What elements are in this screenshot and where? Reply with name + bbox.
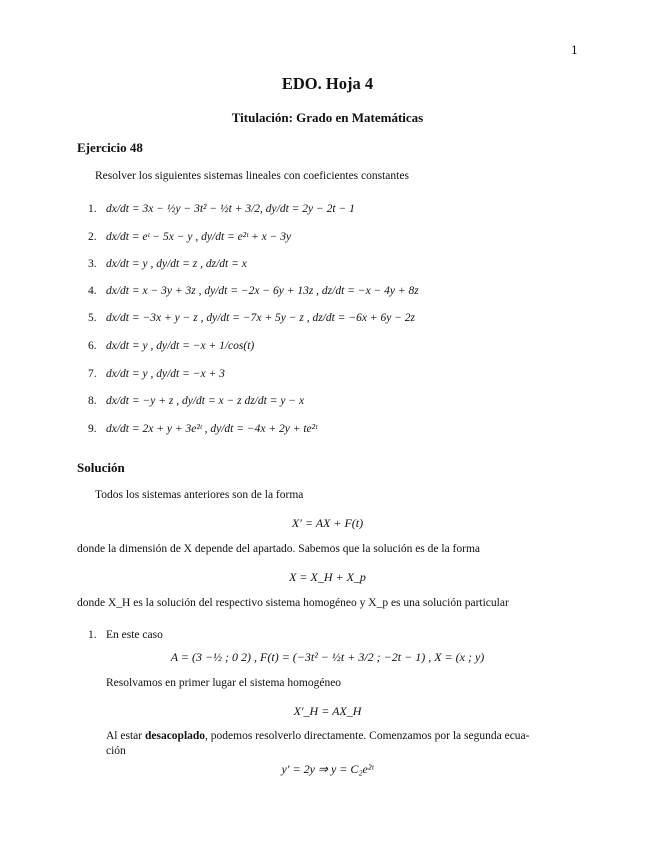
exercise-item bbox=[88, 285, 419, 297]
p5-bold: desacoplado bbox=[144, 730, 206, 742]
exercise-item-number: 3. bbox=[88, 258, 97, 270]
equation-second: y′ = 2y ⇒ y = C₂e²ᵗ bbox=[281, 762, 374, 776]
p5-post: , podemos resolverlo directamente. Comenzamos por la segunda ecua- bbox=[205, 730, 530, 742]
exercise-item-number: 4. bbox=[88, 285, 97, 297]
exercise-item-number: 7. bbox=[88, 368, 97, 380]
solution-paragraph-5-continued: ción bbox=[106, 745, 126, 757]
page-title: EDO. Hoja 4 bbox=[281, 74, 374, 93]
exercise-intro: Resolver los siguientes sistemas lineales con coeficientes constantes bbox=[95, 170, 409, 182]
solution-paragraph-2: donde la dimensión de X depende del apartado. Sabemos que la solución es de la forma bbox=[77, 543, 481, 555]
p5-pre: Al estar bbox=[106, 730, 145, 742]
exercise-item-equation: dx/dt = 2x + y + 3e²ᵗ , dy/dt = −4x + 2y + te²ᵗ bbox=[106, 423, 318, 435]
exercise-item-equation: dx/dt = y , dy/dt = −x + 3 bbox=[106, 368, 225, 380]
exercise-item-equation: dx/dt = x − 3y + 3z , dy/dt = −2x − 6y + 13z , dz/dt = −x − 4y + 8z bbox=[106, 285, 419, 297]
solution-paragraph-4: Resolvamos en primer lugar el sistema homogéneo bbox=[106, 677, 342, 689]
exercise-item bbox=[88, 312, 415, 324]
exercise-item-number: 5. bbox=[88, 312, 97, 324]
exercise-item-number: 1. bbox=[88, 203, 97, 215]
exercise-item-equation: dx/dt = −3x + y − z , dy/dt = −7x + 5y − z , dz/dt = −6x + 6y − 2z bbox=[106, 312, 416, 324]
case-1-number: 1. bbox=[88, 629, 97, 641]
exercise-item-equation: dx/dt = −y + z , dy/dt = x − z dz/dt = y − x bbox=[106, 395, 305, 407]
exercise-item bbox=[88, 203, 355, 215]
page-number: 1 bbox=[571, 44, 578, 57]
exercise-item bbox=[88, 258, 247, 270]
page-subtitle: Titulación: Grado en Matemáticas bbox=[231, 110, 424, 125]
case-1-text: En este caso bbox=[106, 629, 163, 641]
exercise-item-number: 6. bbox=[88, 340, 97, 352]
exercise-item bbox=[88, 231, 291, 243]
solution-paragraph-5 bbox=[106, 730, 530, 742]
solution-heading: Solución bbox=[77, 460, 125, 475]
exercise-item-equation: dx/dt = y , dy/dt = −x + 1/cos(t) bbox=[106, 340, 255, 352]
exercise-item bbox=[88, 395, 304, 407]
solution-paragraph-3: donde X_H es la solución del respectivo sistema homogéneo y X_p es una solución particular bbox=[77, 597, 509, 609]
equation-general: X′ = AX + F(t) bbox=[291, 516, 364, 530]
exercise-item bbox=[88, 368, 225, 380]
equation-homogeneous: X′_H = AX_H bbox=[293, 704, 362, 718]
exercise-item-number: 9. bbox=[88, 423, 97, 435]
exercise-item bbox=[88, 423, 317, 435]
exercise-item-equation: dx/dt = 3x − ½y − 3t² − ½t + 3/2, dy/dt = 2y − 2t − 1 bbox=[106, 203, 355, 215]
exercise-item-equation: dx/dt = y , dy/dt = z , dz/dt = x bbox=[106, 258, 247, 270]
exercise-item bbox=[88, 340, 254, 352]
exercise-item-number: 2. bbox=[88, 231, 97, 243]
solution-paragraph-1: Todos los sistemas anteriores son de la forma bbox=[95, 489, 304, 501]
exercise-item-number: 8. bbox=[88, 395, 97, 407]
exercise-heading: Ejercicio 48 bbox=[77, 140, 143, 155]
case-1-matrices: A = (3 −½ ; 0 2) , F(t) = (−3t² − ½t + 3/2 ; −2t − 1) , X = (x ; y) bbox=[170, 650, 485, 664]
case-1 bbox=[88, 629, 163, 641]
equation-decomposition: X = X_H + X_p bbox=[289, 570, 366, 584]
exercise-item-equation: dx/dt = eᵗ − 5x − y , dy/dt = e²ᵗ + x − 3y bbox=[106, 231, 292, 243]
